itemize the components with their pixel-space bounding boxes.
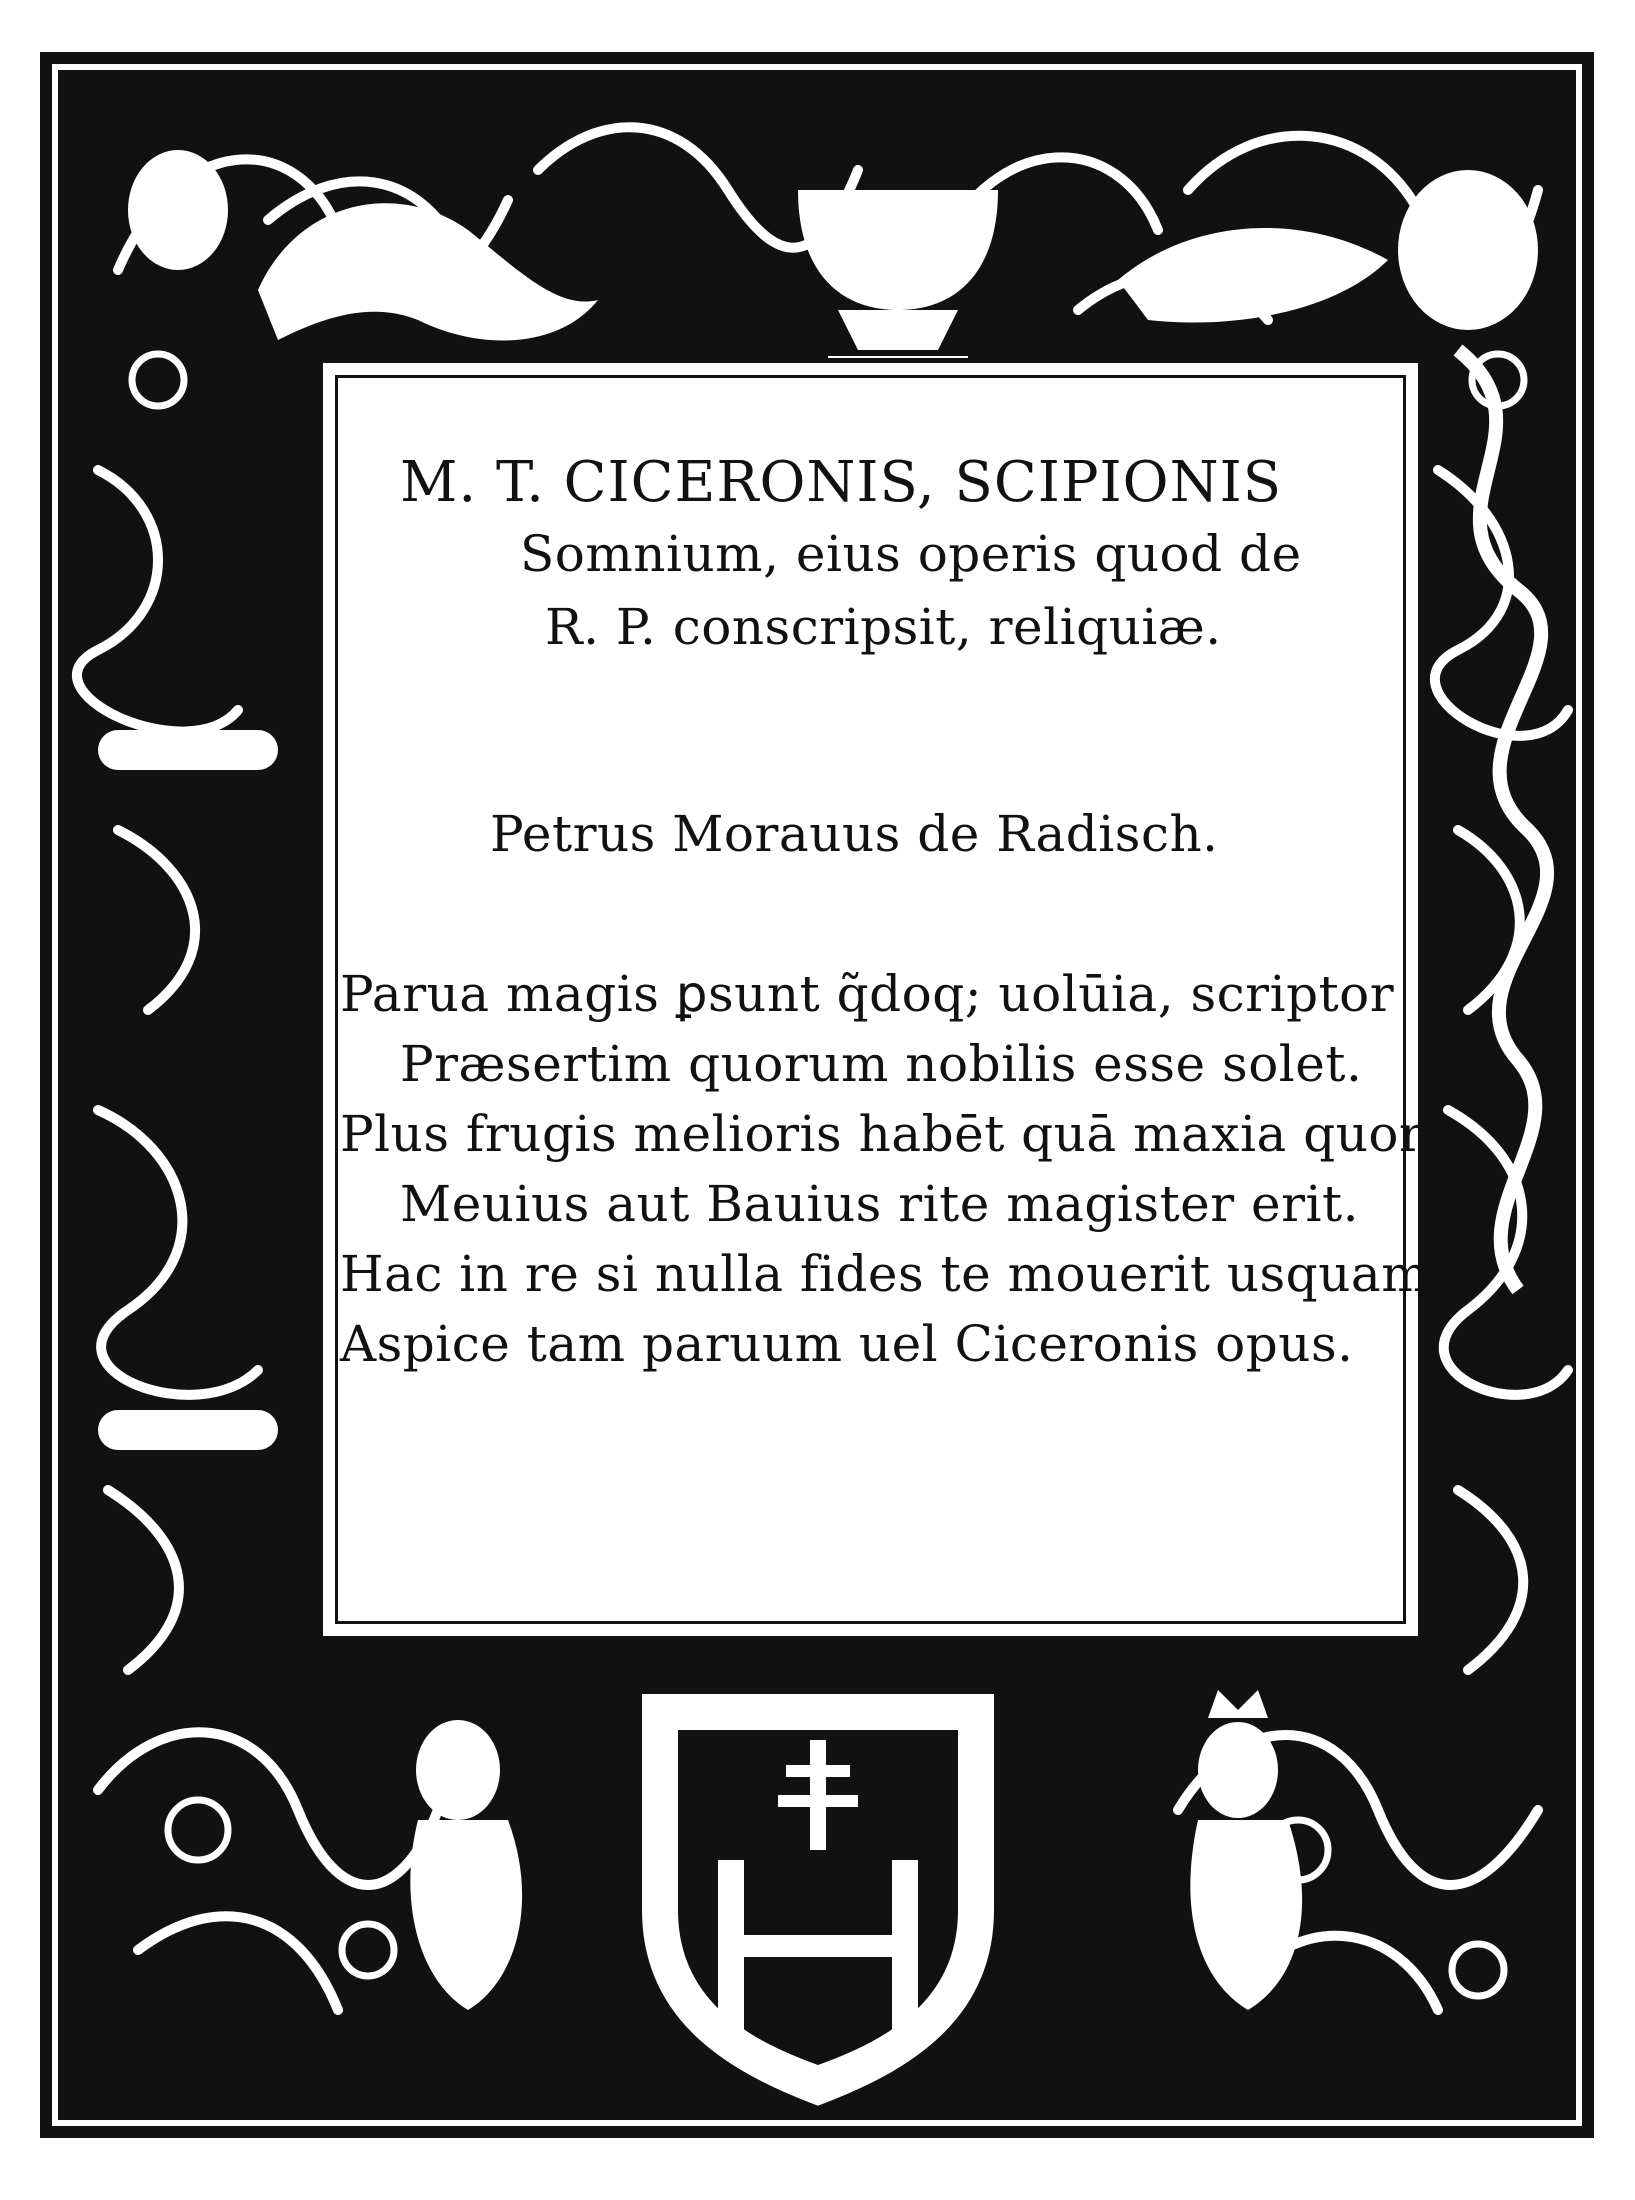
verse-line: Plus frugis melioris habēt quā maxia quorū [340,1105,1457,1163]
title-line-2: Somnium, eius operis quod de [520,525,1302,583]
verse-line: Meuius aut Bauius rite magister erit. [400,1175,1360,1233]
verse-line: Præsertim quorum nobilis esse solet. [400,1035,1363,1093]
verse-line: Hac in re si nulla fides te mouerit usquam [340,1245,1430,1303]
title-line-3: R. P. conscripsit, reliquiæ. [545,598,1222,656]
verse-line: Aspice tam paruum uel Ciceronis opus. [340,1315,1354,1373]
author-line: Petrus Morauus de Radisch. [490,805,1219,863]
title-line-1: M. T. CICERONIS, SCIPIONIS [400,450,1283,515]
verse-line: Parua magis ꝑsunt q̃doq; uolūia, scriptor [340,965,1395,1023]
